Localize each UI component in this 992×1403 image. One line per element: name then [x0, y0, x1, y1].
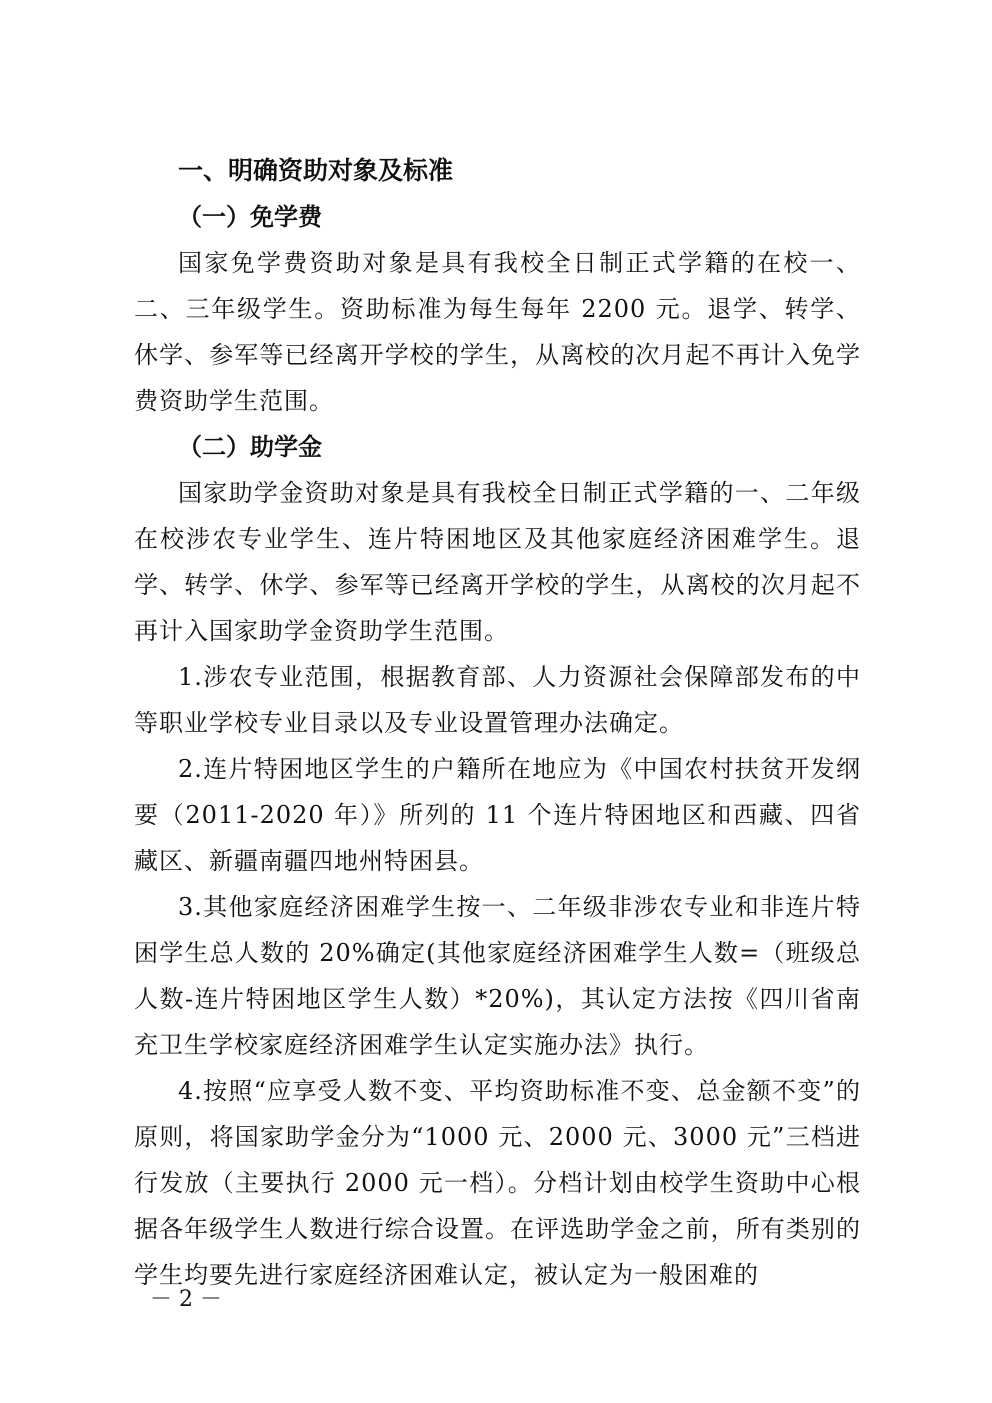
tuition-waiver-paragraph: 国家免学费资助对象是具有我校全日制正式学籍的在校一、二、三年级学生。资助标准为每生每年 2200 元。退学、转学、休学、参军等已经离开学校的学生，从离校的次月起不再计入免学费资助学生范围。 [134, 249, 861, 415]
subsection-title-student-grant: （二）助学金 [178, 432, 322, 461]
document-body [134, 148, 861, 1298]
grant-tiers-paragraph: 4.按照“应享受人数不变、平均资助标准不变、总金额不变”的原则，将国家助学金分为“1000 元、2000 元、3000 元”三档进行发放（主要执行 2000 元一档）。分档计划由校学生资助中心根据各年级学生人数进行综合设置。在评选助学金之前，所有类别的学生均要先进行家庭经济困难认定，被认定为一般困难的 [134, 1077, 861, 1289]
poverty-area-paragraph: 2.连片特困地区学生的户籍所在地应为《中国农村扶贫开发纲要（2011-2020 年）》所列的 11 个连片特困地区和西藏、四省藏区、新疆南疆四地州特困县。 [134, 755, 861, 875]
page-number: － 2 － [150, 1287, 222, 1312]
student-grant-paragraph: 国家助学金资助对象是具有我校全日制正式学籍的一、二年级在校涉农专业学生、连片特困地区及其他家庭经济困难学生。退学、转学、休学、参军等已经离开学校的学生，从离校的次月起不再计入国家助学金资助学生范围。 [134, 479, 861, 645]
section-heading: 一、明确资助对象及标准 [178, 156, 454, 185]
subsection-title-tuition-waiver: （一）免学费 [178, 202, 322, 231]
other-hardship-paragraph: 3.其他家庭经济困难学生按一、二年级非涉农专业和非连片特困学生总人数的 20%确定(其他家庭经济困难学生人数=（班级总人数-连片特困地区学生人数）*20%)，其认定方法按《四川省南充卫生学校家庭经济困难学生认定实施办法》执行。 [134, 893, 861, 1059]
agriculture-major-paragraph: 1.涉农专业范围，根据教育部、人力资源社会保障部发布的中等职业学校专业目录以及专业设置管理办法确定。 [134, 663, 861, 737]
